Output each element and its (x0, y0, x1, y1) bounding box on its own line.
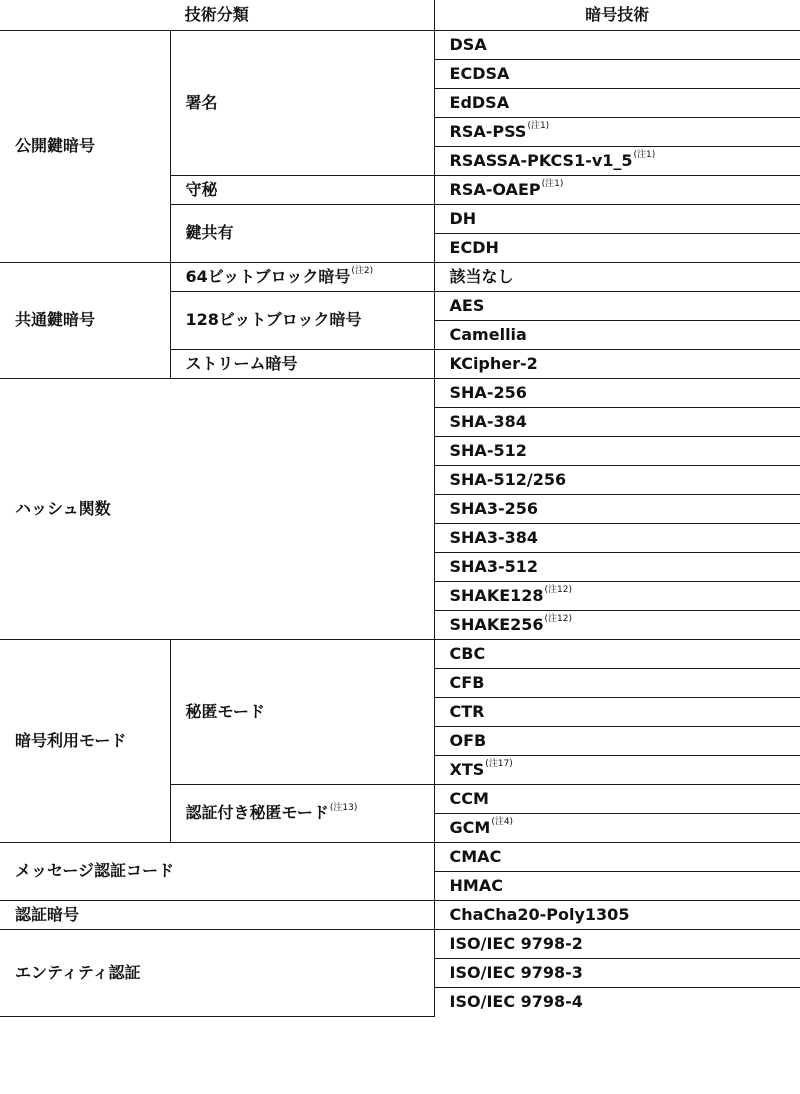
tech-cfb: CFB (434, 668, 800, 697)
tech-rsa-pss: RSA-PSS (449, 121, 527, 141)
subcategory-block128: 128ビットブロック暗号 (170, 291, 434, 349)
tech-iso3: ISO/IEC 9798-3 (434, 958, 800, 987)
category-symmetric: 共通鍵暗号 (0, 262, 170, 378)
category-modes: 暗号利用モード (0, 639, 170, 842)
tech-gcm: GCM (449, 817, 491, 837)
note-ref: (注12) (544, 585, 573, 596)
tech-shake128-cell (434, 581, 800, 610)
subcategory-signature: 署名 (170, 30, 434, 175)
tech-ecdsa: ECDSA (434, 59, 800, 88)
note-ref: (注2) (351, 266, 374, 277)
tech-sha256: SHA-256 (434, 378, 800, 407)
tech-sha512: SHA-512 (434, 436, 800, 465)
header-technology: 暗号技術 (434, 0, 800, 30)
tech-sha3-256: SHA3-256 (434, 494, 800, 523)
tech-hmac: HMAC (434, 871, 800, 900)
table-row (0, 929, 800, 958)
note-ref: (注1) (527, 121, 550, 132)
tech-eddsa: EdDSA (434, 88, 800, 117)
tech-ccm: CCM (434, 784, 800, 813)
tech-dh: DH (434, 204, 800, 233)
tech-rsa-pss-cell (434, 117, 800, 146)
table-row (0, 378, 800, 407)
tech-ctr: CTR (434, 697, 800, 726)
note-ref: (注1) (541, 179, 564, 190)
header-category: 技術分類 (0, 0, 434, 30)
tech-shake128: SHAKE128 (449, 585, 544, 605)
tech-camellia: Camellia (434, 320, 800, 349)
table-row (0, 639, 800, 668)
tech-sha512-256: SHA-512/256 (434, 465, 800, 494)
tech-cmac: CMAC (434, 842, 800, 871)
note-ref: (注12) (544, 614, 573, 625)
subcategory-key-sharing: 鍵共有 (170, 204, 434, 262)
subcategory-conf-mode: 秘匿モード (170, 639, 434, 784)
category-authenc: 認証暗号 (0, 900, 434, 929)
tech-iso4: ISO/IEC 9798-4 (434, 987, 800, 1016)
subcategory-block64: 64ビットブロック暗号 (185, 266, 351, 286)
tech-gcm-cell (434, 813, 800, 842)
tech-kcipher2: KCipher-2 (434, 349, 800, 378)
tech-shake256: SHAKE256 (449, 614, 544, 634)
note-ref: (注13) (329, 802, 358, 813)
tech-rsassa: RSASSA-PKCS1-v1_5 (449, 150, 633, 170)
tech-rsa-oaep-cell (434, 175, 800, 204)
subcategory-block64-cell (170, 262, 434, 291)
subcategory-auth-conf-mode: 認証付き秘匿モード (185, 803, 329, 822)
table-row (0, 900, 800, 929)
category-entity-auth: エンティティ認証 (0, 929, 434, 1016)
tech-dsa: DSA (434, 30, 800, 59)
subcategory-confidentiality: 守秘 (170, 175, 434, 204)
table-row (0, 842, 800, 871)
subcategory-stream: ストリーム暗号 (170, 349, 434, 378)
tech-xts-cell (434, 755, 800, 784)
tech-sha384: SHA-384 (434, 407, 800, 436)
table-header-row (0, 0, 800, 30)
note-ref: (注1) (633, 150, 656, 161)
table-row (0, 262, 800, 291)
subcategory-auth-conf-mode-cell (170, 784, 434, 842)
tech-iso2: ISO/IEC 9798-2 (434, 929, 800, 958)
tech-none: 該当なし (434, 262, 800, 291)
tech-chacha: ChaCha20-Poly1305 (434, 900, 800, 929)
category-hash: ハッシュ関数 (0, 378, 434, 639)
tech-sha3-384: SHA3-384 (434, 523, 800, 552)
tech-ofb: OFB (434, 726, 800, 755)
category-public-key: 公開鍵暗号 (0, 30, 170, 262)
tech-rsa-oaep: RSA-OAEP (449, 179, 541, 199)
note-ref: (注4) (491, 817, 514, 828)
category-mac: メッセージ認証コード (0, 842, 434, 900)
tech-cbc: CBC (434, 639, 800, 668)
tech-sha3-512: SHA3-512 (434, 552, 800, 581)
tech-rsassa-cell (434, 146, 800, 175)
note-ref: (注17) (485, 759, 513, 770)
tech-aes: AES (434, 291, 800, 320)
table-row (0, 30, 800, 59)
tech-xts: XTS (449, 759, 485, 779)
tech-shake256-cell (434, 610, 800, 639)
tech-ecdh: ECDH (434, 233, 800, 262)
